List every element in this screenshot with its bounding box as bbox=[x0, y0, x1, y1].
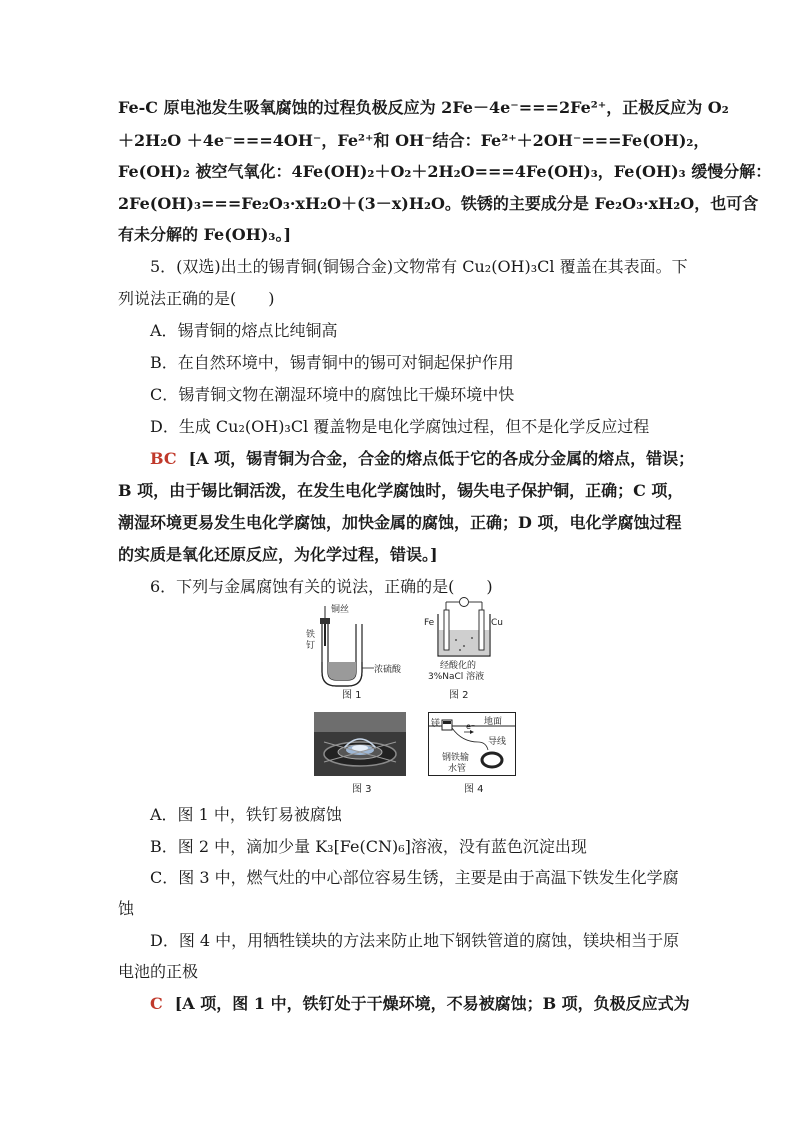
figure-2 bbox=[420, 596, 510, 700]
ground-label: 地面 bbox=[484, 717, 503, 727]
iron-nail-label: 铁钉 bbox=[306, 630, 316, 651]
cu-electrode-label: Cu bbox=[491, 618, 503, 628]
option-c: C．图 3 中，燃气灶的中心部位容易生锈，主要是由于高温下铁发生化学腐 bbox=[150, 868, 679, 887]
explanation-line: 有未分解的 Fe(OH)₃。] bbox=[118, 225, 292, 244]
explanation-line: Fe(OH)₂ 被空气氧化：4Fe(OH)₂＋O₂＋2H₂O===4Fe(OH)₃，Fe(OH)₃ 缓慢分解： bbox=[118, 162, 772, 181]
question-5-stem: 列说法正确的是( ) bbox=[118, 289, 275, 308]
u-tube-diagram bbox=[300, 602, 410, 698]
option-c: 蚀 bbox=[118, 899, 135, 918]
option-d: D．图 4 中，用牺牲镁块的方法来防止地下钢铁管道的腐蚀，镁块相当于原 bbox=[150, 931, 680, 950]
copper-wire-label: 铜丝 bbox=[331, 605, 350, 615]
explanation-line: ＋2H₂O ＋4e⁻===4OH⁻，Fe²⁺和 OH⁻结合：Fe²⁺＋2OH⁻===Fe(OH)₂， bbox=[118, 131, 710, 150]
conc-sulfuric-acid-label: 浓硫酸 bbox=[374, 665, 402, 675]
option-a: A．图 1 中，铁钉易被腐蚀 bbox=[150, 805, 342, 824]
answer-key: C bbox=[150, 994, 163, 1013]
explanation-line: 2Fe(OH)₃===Fe₂O₃·xH₂O＋(3－x)H₂O。铁锈的主要成分是 Fe₂O₃·xH₂O，也可含 bbox=[118, 194, 759, 213]
figure-3-caption: 图 3 bbox=[352, 784, 372, 795]
fe-electrode-label: Fe bbox=[424, 618, 435, 628]
pipe-label: 水管 bbox=[448, 764, 467, 774]
question-5-stem: 5．(双选)出土的锡青铜(铜锡合金)文物常有 Cu₂(OH)₃Cl 覆盖在其表面。下 bbox=[150, 257, 688, 276]
figure-4 bbox=[428, 712, 516, 795]
electron-label: e⁻ bbox=[466, 722, 476, 731]
galvanic-cell-diagram bbox=[420, 596, 510, 666]
explanation-line: B 项，由于锡比铜活泼，在发生电化学腐蚀时，锡失电子保护铜，正确；C 项， bbox=[118, 481, 684, 500]
explanation-line: Fe-C 原电池发生吸氧腐蚀的过程负极反应为 2Fe－4e⁻===2Fe²⁺，正极反应为 O₂ bbox=[118, 98, 729, 117]
figure-3 bbox=[314, 712, 406, 795]
figure-2-caption: 图 2 bbox=[449, 690, 469, 701]
solution-label: 3%NaCl 溶液 bbox=[428, 672, 485, 682]
answer-key: BC bbox=[150, 449, 177, 468]
gas-stove-photo bbox=[314, 712, 406, 776]
solution-label: 经酸化的 bbox=[440, 661, 477, 671]
answer-explanation bbox=[150, 448, 695, 470]
explanation-line: 潮湿环境更易发生电化学腐蚀，加快金属的腐蚀，正确；D 项，电化学腐蚀过程 bbox=[118, 513, 682, 532]
figure-1 bbox=[300, 602, 410, 701]
option-a: A．锡青铜的熔点比纯铜高 bbox=[150, 321, 338, 340]
figure-1-caption: 图 1 bbox=[342, 690, 362, 701]
answer-explanation bbox=[150, 993, 690, 1015]
pipe-label: 钢铁输 bbox=[442, 753, 470, 763]
figure-4-caption: 图 4 bbox=[464, 784, 484, 795]
option-d: 电池的正极 bbox=[118, 962, 199, 981]
explanation-text: [A 项，锡青铜为合金，合金的熔点低于它的各成分金属的熔点，错误； bbox=[188, 449, 695, 468]
explanation-line: 的实质是氧化还原反应，为化学过程，错误。] bbox=[118, 545, 438, 564]
option-b: B．图 2 中，滴加少量 K₃[Fe(CN)₆]溶液，没有蓝色沉淀出现 bbox=[150, 837, 587, 856]
option-b: B．在自然环境中，锡青铜中的锡可对铜起保护作用 bbox=[150, 353, 514, 372]
wire-label: 导线 bbox=[488, 737, 507, 747]
question-6-stem: 6．下列与金属腐蚀有关的说法，正确的是( ) bbox=[150, 577, 493, 596]
option-c: C．锡青铜文物在潮湿环境中的腐蚀比干燥环境中快 bbox=[150, 385, 515, 404]
magnesium-label: 镁 bbox=[431, 719, 441, 729]
explanation-text: [A 项，图 1 中，铁钉处于干燥环境，不易被腐蚀；B 项，负极反应式为 bbox=[174, 994, 690, 1013]
option-d: D．生成 Cu₂(OH)₃Cl 覆盖物是电化学腐蚀过程，但不是化学反应过程 bbox=[150, 417, 650, 436]
